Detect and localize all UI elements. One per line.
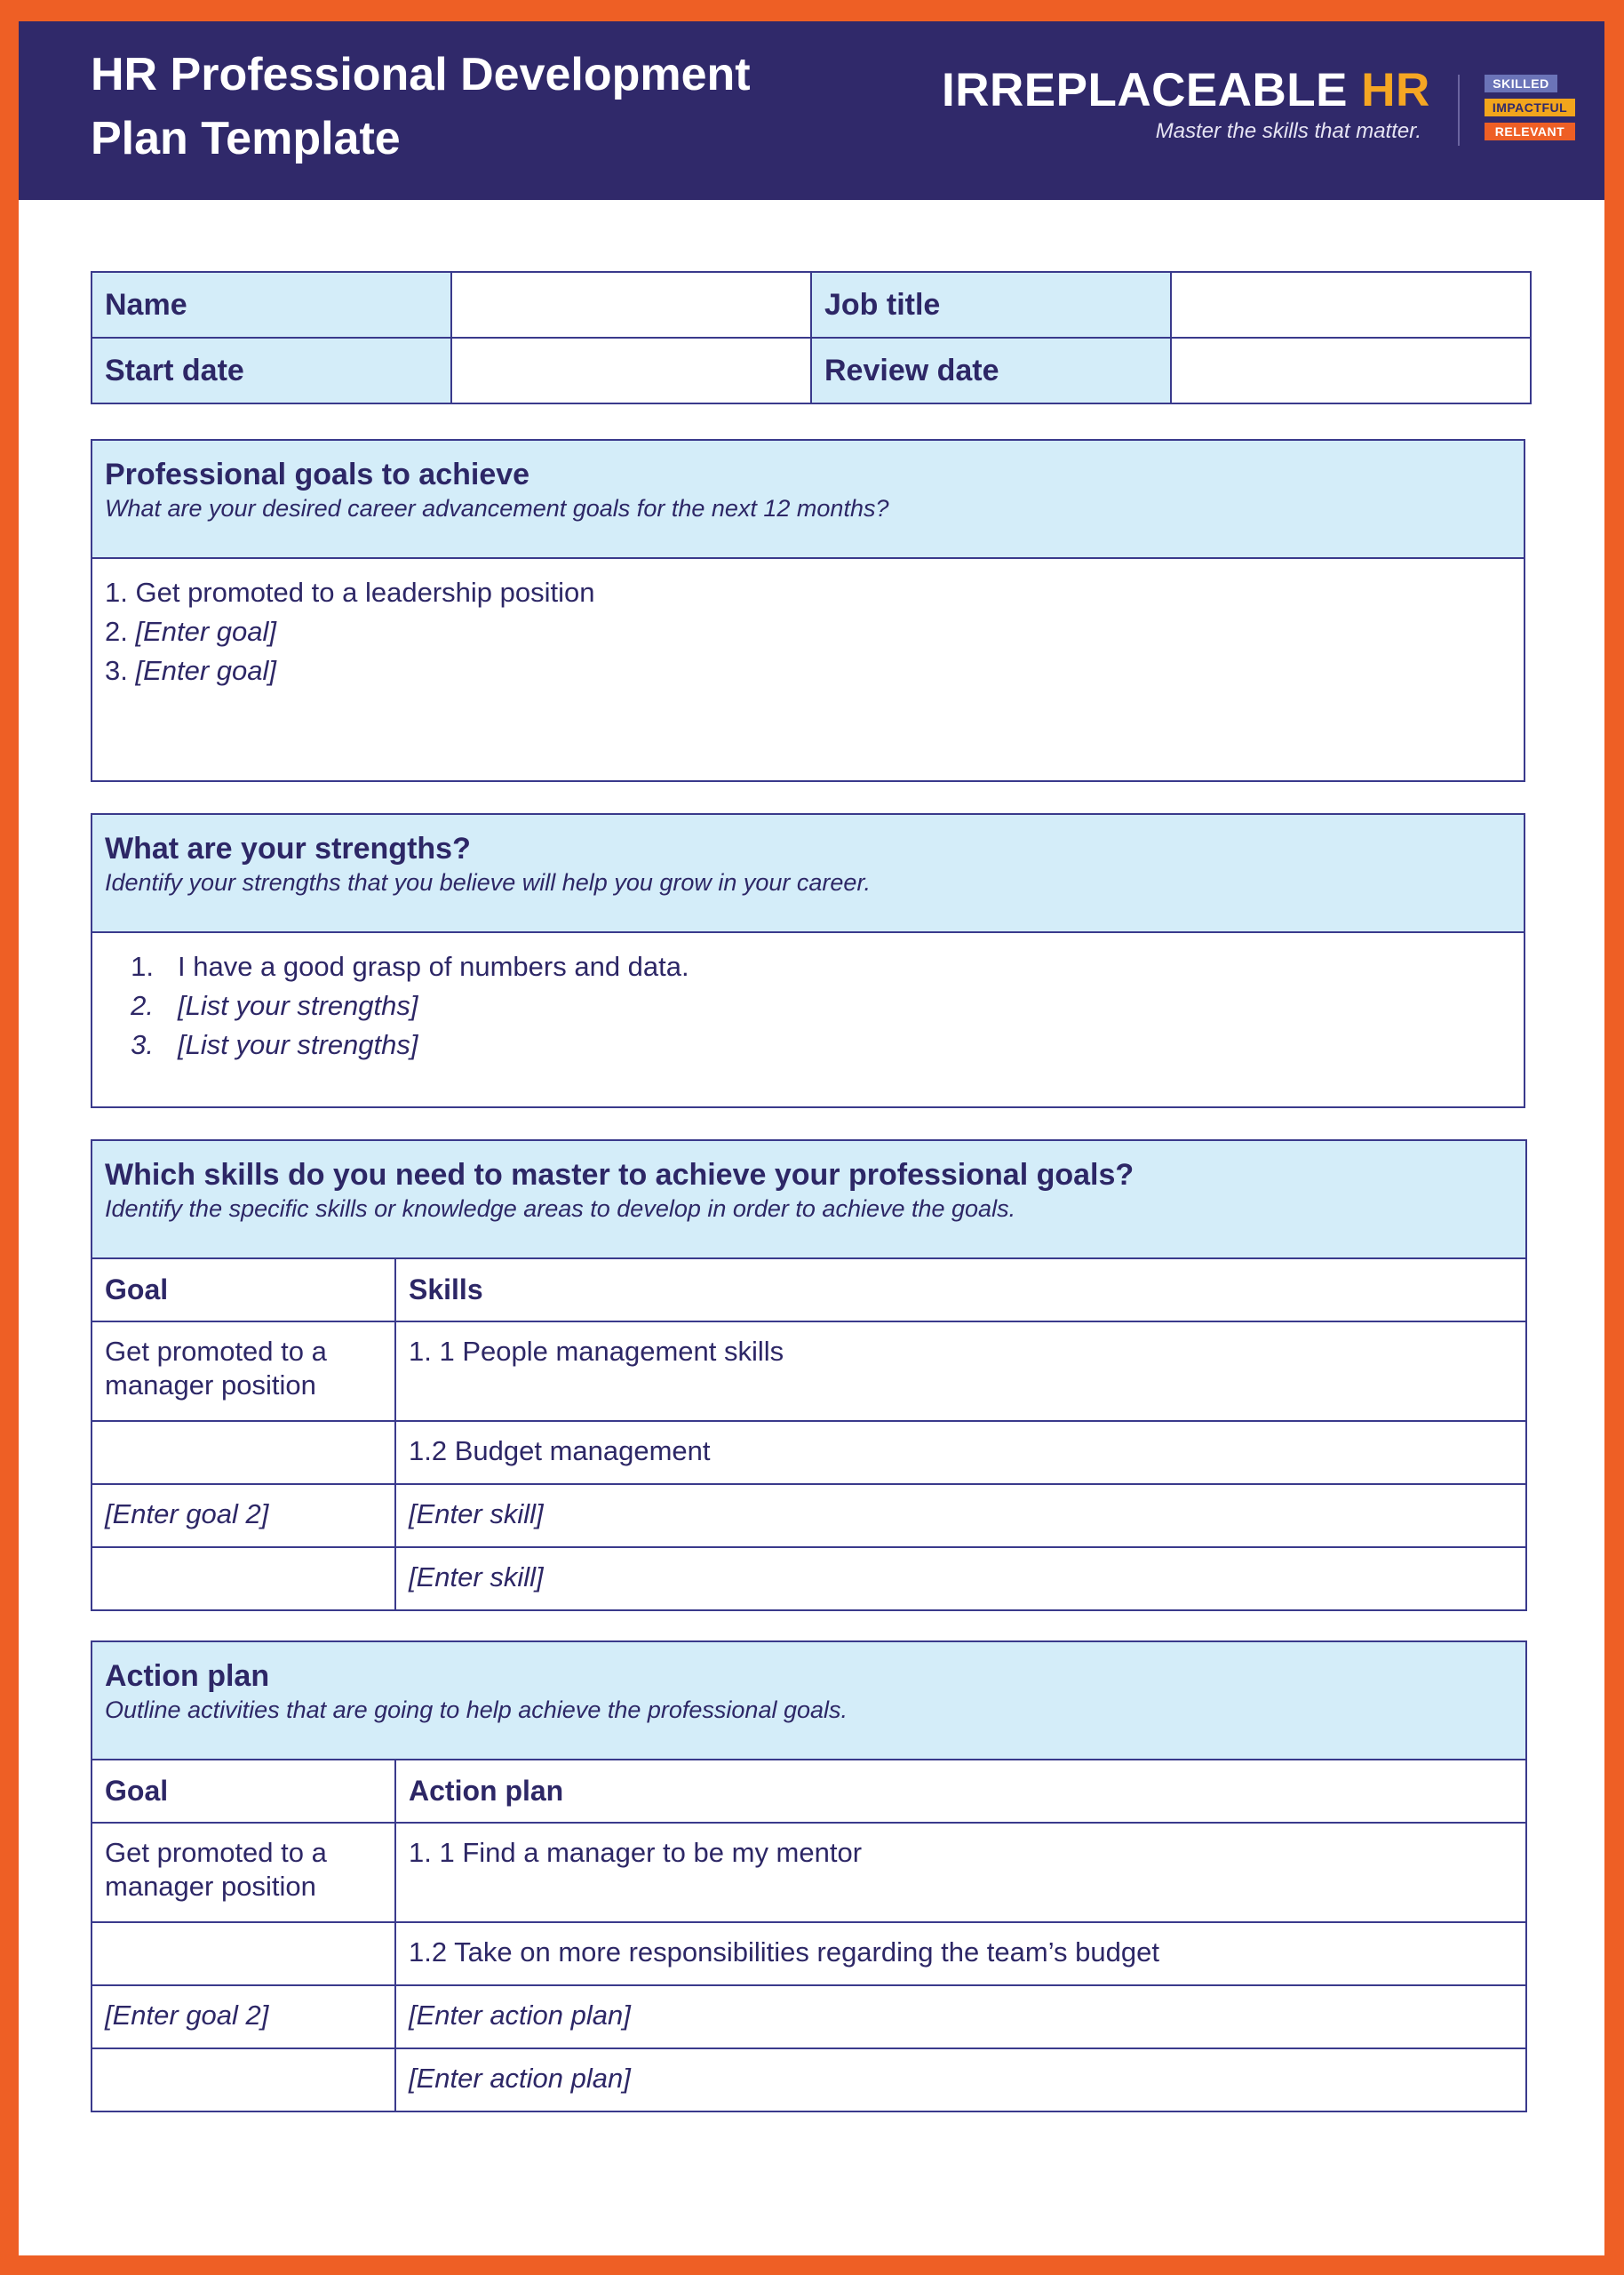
list-item xyxy=(105,1026,1511,1065)
column-header-skills: Skills xyxy=(395,1258,1526,1321)
review-date-field[interactable] xyxy=(1171,338,1531,403)
action-cell[interactable]: 1.2 Take on more responsibilities regarding the team’s budget xyxy=(395,1922,1526,1985)
review-date-label: Review date xyxy=(811,338,1171,403)
list-text: [List your strengths] xyxy=(178,1029,418,1060)
table-header-row xyxy=(92,1258,1526,1321)
goals-subtitle: What are your desired career advancement goals for the next 12 months? xyxy=(105,495,889,522)
brand-accent-text: HR xyxy=(1361,64,1430,116)
action-plan-section xyxy=(91,1640,1527,2112)
strengths-section xyxy=(91,813,1525,1108)
info-row-1 xyxy=(92,272,1531,338)
list-number: 1. xyxy=(105,577,128,608)
goal-cell[interactable]: Get promoted to a manager position xyxy=(92,1321,395,1421)
list-number: 2. xyxy=(105,616,128,647)
start-date-label: Start date xyxy=(92,338,451,403)
action-cell[interactable]: 1. 1 Find a manager to be my mentor xyxy=(395,1823,1526,1922)
skills-header xyxy=(92,1140,1526,1258)
job-title-label: Job title xyxy=(811,272,1171,338)
action-plan-header xyxy=(92,1641,1526,1760)
goal-cell[interactable] xyxy=(92,1547,395,1610)
list-item xyxy=(105,947,1511,986)
skill-cell[interactable]: [Enter skill] xyxy=(395,1547,1526,1610)
column-header-goal: Goal xyxy=(92,1258,395,1321)
list-text: I have a good grasp of numbers and data. xyxy=(178,951,689,982)
name-label: Name xyxy=(92,272,451,338)
list-item xyxy=(105,612,1511,651)
table-row xyxy=(92,1823,1526,1922)
job-title-field[interactable] xyxy=(1171,272,1531,338)
list-text: Get promoted to a leadership position xyxy=(135,577,595,608)
brand-main-text: IRREPLACEABLE xyxy=(942,64,1349,116)
badge-relevant: RELEVANT xyxy=(1485,123,1575,140)
title-line-2: Plan Template xyxy=(91,113,401,164)
column-header-goal: Goal xyxy=(92,1760,395,1823)
goal-cell[interactable]: [Enter goal 2] xyxy=(92,1985,395,2048)
table-row xyxy=(92,1547,1526,1610)
list-item xyxy=(105,651,1511,690)
strengths-header xyxy=(92,814,1524,932)
list-number: 1. xyxy=(131,951,154,982)
document-page xyxy=(19,21,1604,2255)
goals-section xyxy=(91,439,1525,782)
list-number: 3. xyxy=(131,1029,154,1060)
brand-badges xyxy=(1485,75,1575,147)
action-cell[interactable]: [Enter action plan] xyxy=(395,1985,1526,2048)
brand-divider xyxy=(1458,75,1460,146)
goal-cell[interactable] xyxy=(92,1421,395,1484)
goal-cell[interactable] xyxy=(92,1922,395,1985)
skills-section xyxy=(91,1139,1527,1611)
info-table xyxy=(91,271,1532,404)
goal-cell[interactable] xyxy=(92,2048,395,2111)
goals-title: Professional goals to achieve xyxy=(105,458,530,491)
list-text: [List your strengths] xyxy=(178,990,418,1021)
badge-skilled: SKILLED xyxy=(1485,75,1557,92)
info-row-2 xyxy=(92,338,1531,403)
table-header-row xyxy=(92,1760,1526,1823)
skills-subtitle: Identify the specific skills or knowledge areas to develop in order to achieve the goals. xyxy=(105,1195,1016,1222)
table-row xyxy=(92,1922,1526,1985)
list-item xyxy=(105,573,1511,612)
title-line-1: HR Professional Development xyxy=(91,49,751,100)
header-banner xyxy=(19,21,1604,200)
strengths-title: What are your strengths? xyxy=(105,832,471,866)
goals-list[interactable] xyxy=(92,558,1524,781)
name-field[interactable] xyxy=(451,272,811,338)
list-number: 2. xyxy=(131,990,154,1021)
skills-title: Which skills do you need to master to achieve your professional goals? xyxy=(105,1158,1134,1192)
list-text: [Enter goal] xyxy=(135,655,277,686)
list-item xyxy=(105,986,1511,1026)
column-header-action-plan: Action plan xyxy=(395,1760,1526,1823)
skill-cell[interactable]: 1. 1 People management skills xyxy=(395,1321,1526,1421)
skill-cell[interactable]: 1.2 Budget management xyxy=(395,1421,1526,1484)
page-title xyxy=(91,43,751,171)
table-row xyxy=(92,1484,1526,1547)
skill-cell[interactable]: [Enter skill] xyxy=(395,1484,1526,1547)
table-row xyxy=(92,1321,1526,1421)
list-number: 3. xyxy=(105,655,128,686)
list-text: [Enter goal] xyxy=(135,616,277,647)
brand-tagline: Master the skills that matter. xyxy=(1155,119,1421,143)
action-plan-title: Action plan xyxy=(105,1659,270,1693)
action-plan-subtitle: Outline activities that are going to help achieve the professional goals. xyxy=(105,1696,848,1723)
table-row xyxy=(92,1985,1526,2048)
start-date-field[interactable] xyxy=(451,338,811,403)
action-cell[interactable]: [Enter action plan] xyxy=(395,2048,1526,2111)
goal-cell[interactable]: [Enter goal 2] xyxy=(92,1484,395,1547)
badge-impactful: IMPACTFUL xyxy=(1485,99,1575,116)
strengths-subtitle: Identify your strengths that you believe will help you grow in your career. xyxy=(105,869,871,896)
goal-cell[interactable]: Get promoted to a manager position xyxy=(92,1823,395,1922)
table-row xyxy=(92,1421,1526,1484)
strengths-list[interactable] xyxy=(92,932,1524,1107)
table-row xyxy=(92,2048,1526,2111)
goals-header xyxy=(92,440,1524,558)
brand-logo xyxy=(942,66,1430,116)
